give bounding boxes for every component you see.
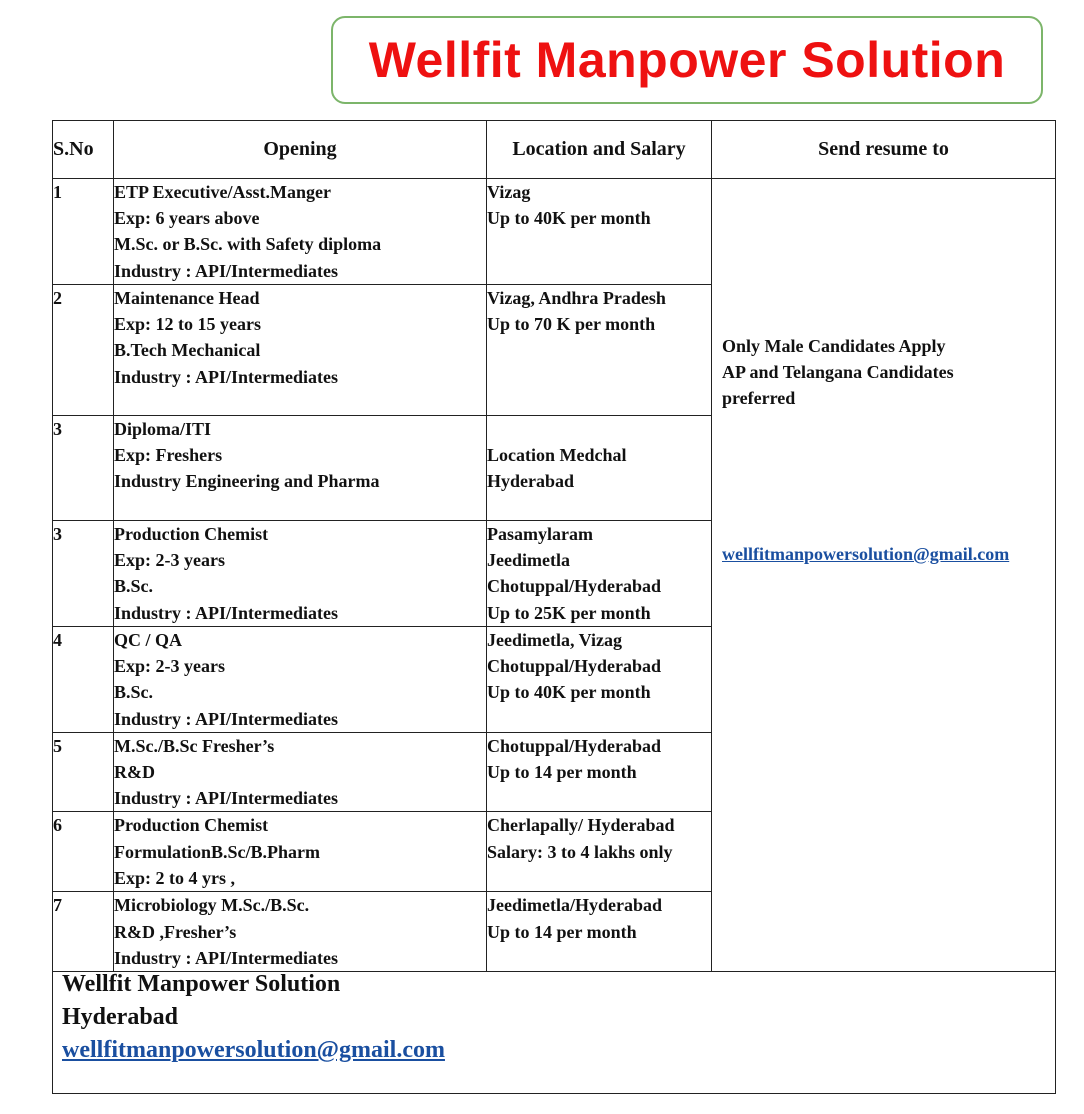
opening-line: Industry : API/Intermediates <box>114 260 338 281</box>
note-line: preferred <box>722 388 796 408</box>
opening-line: Exp: 2-3 years <box>114 656 225 677</box>
location-line: Up to 14 per month <box>487 762 637 783</box>
column-header-send: Send resume to <box>712 121 1056 179</box>
opening-line: Industry : API/Intermediates <box>114 366 338 387</box>
location-line: Jeedimetla/Hyderabad <box>487 895 662 916</box>
location-line <box>487 416 711 442</box>
row-opening <box>114 627 487 733</box>
opening-line: Exp: 2-3 years <box>114 550 225 571</box>
opening-line: M.Sc. or B.Sc. with Safety diploma <box>114 234 382 255</box>
row-location <box>487 892 712 972</box>
row-opening <box>114 285 487 416</box>
opening-line: ETP Executive/Asst.Manger <box>114 182 331 202</box>
column-header-sno: S.No <box>53 121 114 179</box>
row-opening <box>114 892 487 972</box>
note-line: AP and Telangana Candidates <box>722 362 954 382</box>
location-line: Up to 40K per month <box>487 208 651 229</box>
opening-line: M.Sc./B.Sc Fresher’s <box>114 735 275 756</box>
location-line: Location Medchal <box>487 445 627 466</box>
row-opening <box>114 812 487 892</box>
location-line: Up to 14 per month <box>487 921 637 942</box>
row-sno: 2 <box>53 285 114 416</box>
location-line: Jeedimetla, Vizag <box>487 630 622 650</box>
row-opening <box>114 521 487 627</box>
location-line: Up to 70 K per month <box>487 314 656 335</box>
row-sno: 4 <box>53 627 114 733</box>
opening-line: Diploma/ITI <box>114 419 212 439</box>
location-line: Up to 40K per month <box>487 682 651 703</box>
location-line: Jeedimetla <box>487 550 570 571</box>
row-opening <box>114 179 487 285</box>
opening-line: Industry Engineering and Pharma <box>114 471 380 492</box>
opening-line: Microbiology M.Sc./B.Sc. <box>114 895 310 916</box>
opening-line: B.Tech Mechanical <box>114 340 261 361</box>
row-sno: 6 <box>53 812 114 892</box>
opening-line: Production Chemist <box>114 815 269 836</box>
table-header-row <box>53 121 1056 179</box>
location-line: Vizag <box>487 182 531 202</box>
location-line: Pasamylaram <box>487 524 593 544</box>
candidate-note <box>722 333 954 411</box>
footer-email-link[interactable]: wellfitmanpowersolution@gmail.com <box>62 1037 445 1063</box>
table-row <box>53 179 1056 285</box>
row-location <box>487 521 712 627</box>
openings-table <box>52 120 1056 972</box>
opening-line: B.Sc. <box>114 682 154 703</box>
title-banner <box>331 16 1043 104</box>
row-opening <box>114 732 487 812</box>
footer-city: Hyderabad <box>62 1004 179 1030</box>
row-location <box>487 732 712 812</box>
row-sno: 7 <box>53 892 114 972</box>
row-location <box>487 285 712 416</box>
row-location <box>487 416 712 521</box>
send-resume-cell <box>712 179 1056 972</box>
row-opening <box>114 416 487 521</box>
column-header-location: Location and Salary <box>487 121 712 179</box>
opening-line: Maintenance Head <box>114 288 260 308</box>
opening-line: Exp: Freshers <box>114 445 223 466</box>
opening-line: R&D <box>114 762 155 783</box>
opening-line: QC / QA <box>114 630 183 650</box>
opening-line: R&D ,Fresher’s <box>114 921 237 942</box>
location-line: Vizag, Andhra Pradesh <box>487 288 666 308</box>
location-line: Hyderabad <box>487 471 575 492</box>
column-header-opening: Opening <box>114 121 487 179</box>
opening-line: Exp: 2 to 4 yrs , <box>114 867 235 888</box>
opening-line: Industry : API/Intermediates <box>114 708 338 729</box>
row-sno: 5 <box>53 732 114 812</box>
note-line: Only Male Candidates Apply <box>722 336 946 356</box>
row-location <box>487 812 712 892</box>
row-sno: 3 <box>53 416 114 521</box>
opening-line: Industry : API/Intermediates <box>114 602 338 623</box>
row-sno: 3 <box>53 521 114 627</box>
row-location <box>487 627 712 733</box>
location-line: Up to 25K per month <box>487 602 651 623</box>
page-title: Wellfit Manpower Solution <box>368 32 1006 88</box>
footer-company: Wellfit Manpower Solution <box>62 971 341 997</box>
location-line: Chotuppal/Hyderabad <box>487 735 662 756</box>
opening-line: Production Chemist <box>114 524 269 544</box>
footer-contact <box>52 968 1056 1094</box>
location-line: Cherlapally/ Hyderabad <box>487 815 675 836</box>
opening-line: Industry : API/Intermediates <box>114 947 338 968</box>
opening-line: Exp: 12 to 15 years <box>114 314 261 335</box>
row-sno: 1 <box>53 179 114 285</box>
opening-line: Industry : API/Intermediates <box>114 788 338 809</box>
opening-line: Exp: 6 years above <box>114 208 260 229</box>
location-line: Salary: 3 to 4 lakhs only <box>487 841 673 862</box>
resume-email-link[interactable]: wellfitmanpowersolution@gmail.com <box>722 544 1010 564</box>
row-location <box>487 179 712 285</box>
opening-line: FormulationB.Sc/B.Pharm <box>114 841 320 862</box>
opening-line: B.Sc. <box>114 576 154 597</box>
location-line: Chotuppal/Hyderabad <box>487 576 662 597</box>
location-line: Chotuppal/Hyderabad <box>487 656 662 677</box>
